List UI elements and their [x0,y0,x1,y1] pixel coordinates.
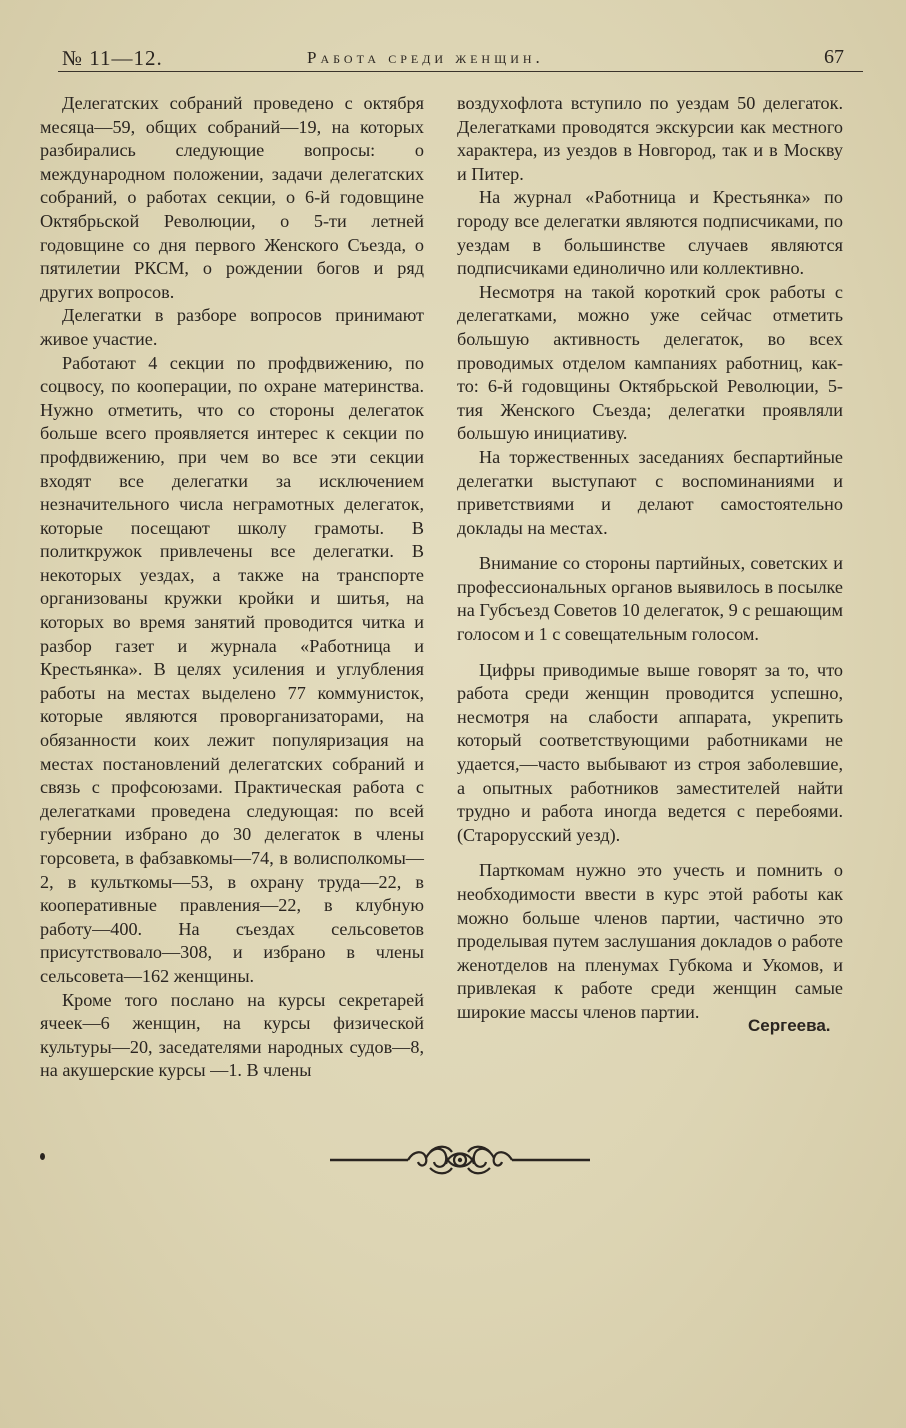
issue-number: № 11—12. [62,46,163,70]
right-column [457,92,843,1025]
ink-dot [40,1153,45,1160]
paragraph: Несмотря на такой короткий срок работы с делегатками, можно уже сейчас отметить большую активность делегаток, во всех проводимых отделом кампаниях работниц, как-то: 6-й годовщины Октябрьской Революции, 5-тия Женского Съезда; делегатки проявляли большую инициативу. [457,281,843,444]
page-number: 67 [824,46,844,68]
paragraph: Цифры приводимые выше говорят за то, что работа среди женщин проводится успешно, несмотря на слабости аппарата, укрепить который соответствующими работниками не удается,—часто выбывают из строя заболевшие, а опытных работников заместителей найти трудно и работа иногда ведется с перебоями. (Старорусский уезд). [457,659,843,845]
paragraph: воздухофлота вступило по уездам 50 делегаток. Делегатками проводятся экскурсии как местного характера, из уездов в Новгород, так и в Москву и Питер. [457,93,843,184]
paragraph: Работают 4 секции по профдвижению, по соцвосу, по кооперации, по охране материнства. Нужно отметить, что со стороны делегаток больше всего проявляется интерес к секции по профдвижению, при чем во все эти секции входят все делегатки за исключением незначительного числа неграмотных делегаток, которые посещают школу грамоты. В политкружок привлечены все делегатки. В некоторых уездах, а также на транспорте организованы кружки кройки и шитья, на которых во время занятий проводится читка и разбор газет и журнала «Работница и Крестьянка». В целях усиления и углубления работы на местах выделено 77 коммунисток, которые являются проворганизаторами, на обязанности коих лежит популяризация на местах постановлений делегатских собраний и связь с профсоюзами. Практическая работа с делегатками проведена следующая: по всей губернии избрано до 30 делегаток в члены горсовета, в фабзавкомы—74, в волисполкомы—2, в культкомы—53, в охрану труда—22, в кооперативные правления—22, в клубную работу—400. На съездах сельсоветов присутствовало—308, и избрано в члены сельсовета—162 женщины. [40,352,424,986]
paragraph: Внимание со стороны партийных, советских и профессиональных органов выявилось в посылке на Губсъезд Советов 10 делегаток, 9 с решающим голосом и 1 с совещательным голосом. [457,553,843,645]
paragraph: Делегатки в разборе вопросов принимают живое участие. [40,305,424,349]
paragraph: На журнал «Работница и Крестьянка» по городу все делегатки являются подписчиками, по уездам в большинстве случаев являются подписчиками единолично или коллективно. [457,187,843,279]
page-header [62,44,862,74]
paragraph: На торжественных заседаниях беспартийные делегатки выступают с воспоминаниями и приветствиями и делают самостоятельно доклады на местах. [457,446,843,538]
paragraph: Кроме того послано на курсы секретарей ячеек—6 женщин, на курсы физической культуры—20, заседателями народных судов—8, на акушерские курсы —1. В члены [40,989,424,1081]
ornament-icon [330,1140,590,1180]
paragraph: Парткомам нужно это учесть и помнить о необходимости ввести в курс этой работы как можно больше членов партии, частично это проделывая путем заслушания докладов о работе женотделов на пленумах Губкома и Укомов, и привлекая к работе среди женщин самые широкие массы членов партии. [457,860,843,1022]
paragraph: Делегатских собраний проведено с октября месяца—59, общих собраний—19, на которых разбирались следующие вопросы: о международном положении, задачи делегатских собраний, о работах секции, о 6-й годовщине Октябрьской Революции, о 5-ти летней годовщине со дня первого Женского Съезда, о пятилетии РКСМ, о рождении богов и ряд других вопросов. [40,93,424,302]
left-column [40,92,424,1083]
running-title: Работа среди женщин. [307,48,544,67]
author-signature: Сергеева. [748,1016,831,1035]
header-rule [58,71,863,72]
